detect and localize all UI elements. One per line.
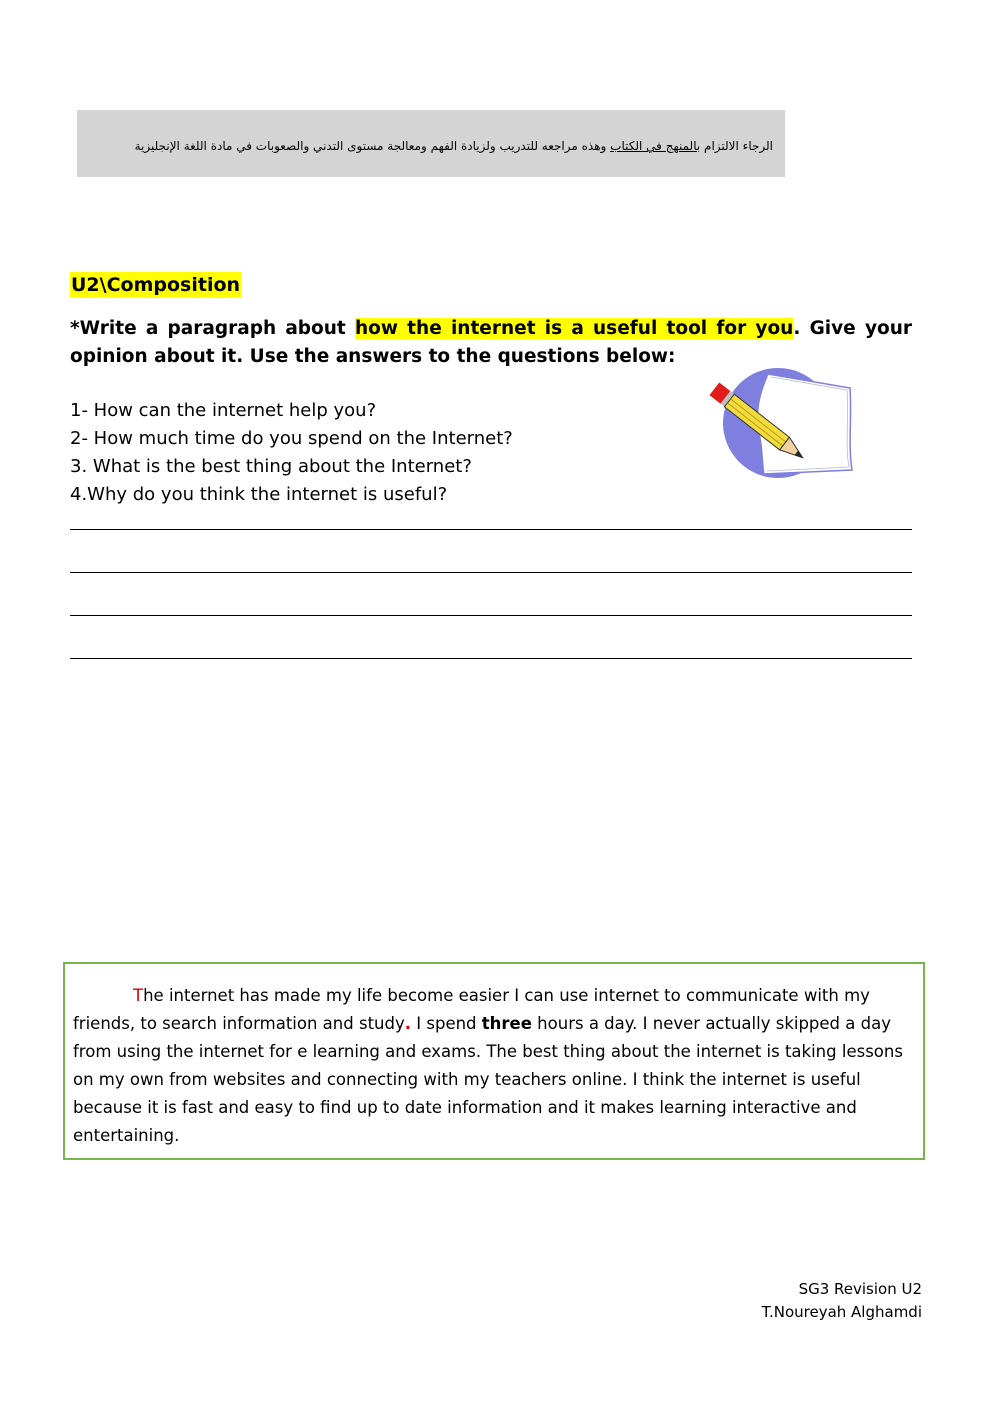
section-title: U2\Composition	[71, 274, 241, 296]
sample-part-3: hours a day. I never actually skipped a day from using the internet for e learning and exams. The best thing about the internet is taking lessons on my own from websites and connecting with my teachers online. I think the internet is useful because it is fast and easy to find up to date information and it makes learning interactive and entertaining.	[73, 1014, 903, 1145]
writing-line[interactable]	[70, 572, 912, 573]
notice-text	[135, 139, 773, 153]
notice-part-3: وهذه مراجعه للتدريب ولزيادة الفهم ومعالجة مستوى التدني والصعوبات في مادة اللغة الإنجليزية	[134, 139, 611, 153]
sample-bold-word: three	[481, 1014, 532, 1033]
question-item: 1- How can the internet help you?	[70, 400, 377, 421]
footer	[762, 1278, 922, 1324]
instruction-before: *Write a paragraph about	[70, 318, 355, 339]
notice-box	[77, 110, 785, 177]
question-list	[70, 397, 513, 509]
sample-answer-text	[73, 982, 925, 1150]
instruction-highlight: how the internet is a useful tool for you	[355, 318, 794, 339]
question-item: 2- How much time do you spend on the Internet?	[70, 428, 513, 449]
sample-part-2: I spend	[411, 1014, 482, 1033]
sample-red-dot: .	[404, 1014, 412, 1033]
question-item: 3. What is the best thing about the Internet?	[70, 456, 472, 477]
sample-answer-box	[63, 962, 925, 1160]
notice-underlined: بالمنهج في الكتاب	[610, 139, 701, 153]
writing-line[interactable]	[70, 529, 912, 530]
question-item: 4.Why do you think the internet is useful?	[70, 484, 448, 505]
footer-title: SG3 Revision U2	[798, 1280, 922, 1298]
pencil-paper-icon	[706, 366, 858, 480]
writing-line[interactable]	[70, 658, 912, 659]
sample-part-1: he internet has made my life become easier I can use internet to communicate with my friends, to search information and study	[73, 986, 870, 1033]
writing-line[interactable]	[70, 615, 912, 616]
notice-part-1: الرجاء الالتزام	[700, 139, 773, 153]
sample-first-letter: T	[133, 986, 144, 1005]
instruction	[70, 315, 912, 371]
instruction-after: . Give your opinion about it. Use the answers to the questions below:	[70, 318, 913, 367]
footer-author: T.Noureyah Alghamdi	[761, 1303, 922, 1321]
